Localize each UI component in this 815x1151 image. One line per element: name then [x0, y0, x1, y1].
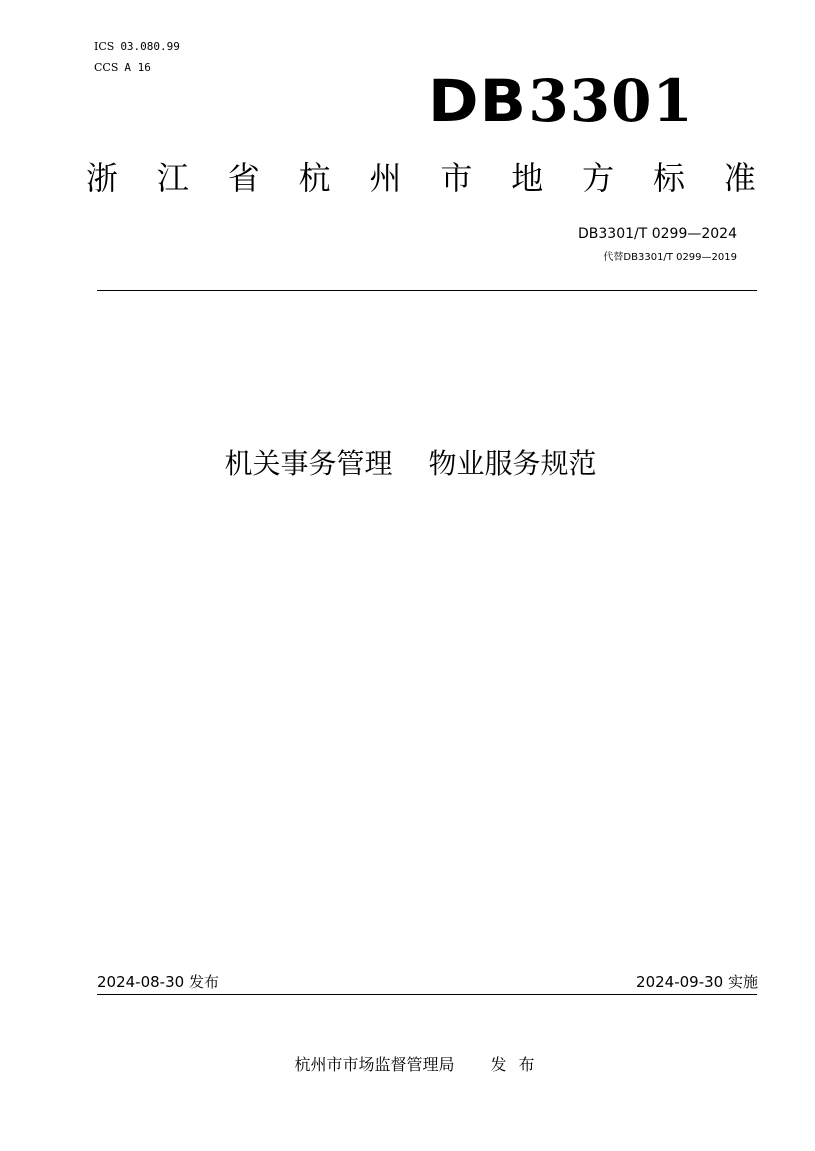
standard-type-char: 标	[653, 159, 686, 197]
implementation-date: 2024-09-30 实施	[636, 973, 758, 991]
ccs-code: A 16	[124, 61, 151, 74]
standard-number: DB3301/T 0299—2024	[578, 226, 737, 242]
standard-type-char: 江	[156, 159, 189, 197]
replaces-note: 代替DB3301/T 0299—2019	[603, 252, 737, 263]
standard-type-char: 州	[369, 159, 402, 197]
ccs-label: CCS	[94, 61, 119, 74]
publisher-action: 发布	[490, 1055, 547, 1074]
standard-type-char: 杭	[298, 159, 331, 197]
document-title	[0, 446, 815, 482]
standard-type-char: 省	[227, 159, 260, 197]
standard-type-char: 地	[511, 159, 544, 197]
standard-type-char: 浙	[86, 159, 119, 197]
bottom-divider	[97, 994, 757, 995]
issue-date: 2024-08-30 发布	[97, 973, 219, 991]
db-logo-number: 3301	[528, 67, 694, 135]
db-logo-prefix: DB	[428, 67, 528, 135]
standard-type-heading	[86, 158, 756, 198]
publisher-line	[0, 1054, 815, 1076]
ics-classification	[94, 40, 180, 54]
ccs-classification	[94, 61, 151, 75]
title-part-1: 机关事务管理	[224, 447, 393, 480]
db-logo	[428, 68, 694, 134]
standard-type-char: 方	[582, 159, 615, 197]
publisher-name: 杭州市市场监督管理局	[294, 1055, 455, 1074]
ics-code: 03.080.99	[120, 40, 180, 53]
ics-label: ICS	[94, 40, 115, 53]
standard-type-char: 准	[723, 159, 756, 197]
standard-type-char: 市	[440, 159, 473, 197]
top-divider	[97, 290, 757, 291]
title-part-2: 物业服务规范	[428, 447, 597, 480]
